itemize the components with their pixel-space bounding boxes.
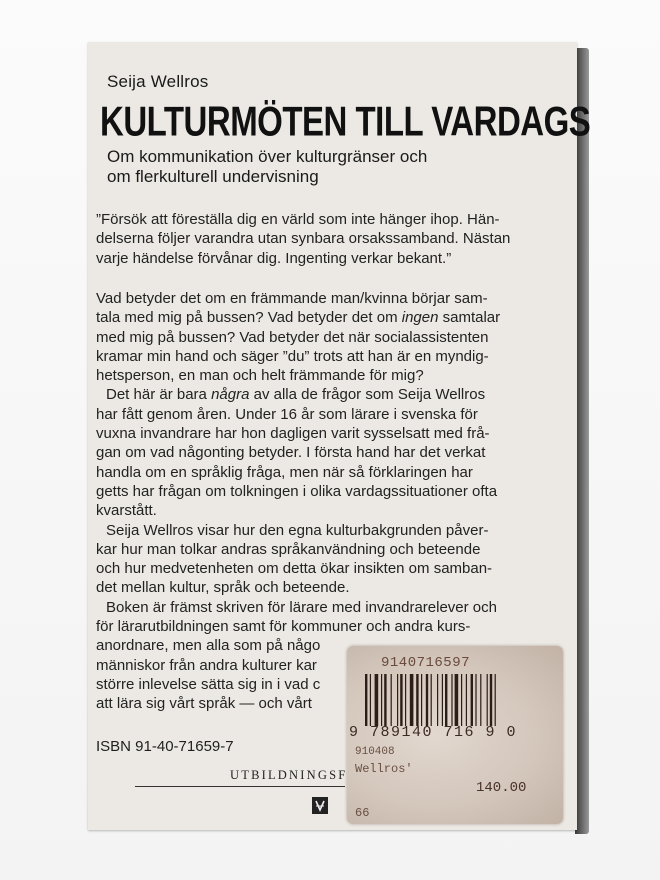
body-line: med mig på bussen? Vad betyder det när socialassistenten <box>96 328 489 346</box>
isbn-number: ISBN 91-40-71659-7 <box>96 738 234 755</box>
body-line: kar hur man tolkar andras språkanvändning och beteende <box>96 540 481 558</box>
publisher-name: UTBILDNINGSF <box>230 768 348 782</box>
body-line: vuxna invandrare har hon dagligen varit sysselsatt med frå- <box>96 425 490 443</box>
body-line: gan om vad någonting betyder. I första hand har det verkat <box>96 444 486 462</box>
body-line: har fått genom åren. Under 16 år som lärare i svenska för <box>96 405 478 423</box>
sticker-price: 140.00 <box>476 780 527 796</box>
body-line: kramar min hand och säger ”du” trots att han är en myndig- <box>96 347 489 365</box>
price-sticker <box>347 646 563 824</box>
book-spine-edge <box>575 48 589 834</box>
emphasis-word: några <box>211 386 250 404</box>
sticker-date: 910408 <box>355 746 395 758</box>
body-line: tala med mig på bussen? Vad betyder det om ingen samtalar <box>96 309 501 327</box>
book-title: KULTURMÖTEN TILL VARDAGS <box>100 98 591 145</box>
body-line: det mellan kultur, språk och beteende. <box>96 579 350 597</box>
barcode-digits: 9 789140 716 9 0 <box>349 724 518 741</box>
body-line: anordnare, men alla som på någo <box>96 637 321 655</box>
body-line: getts har frågan om tolkningen i olika vardagssituationer ofta <box>96 482 498 500</box>
body-line: större inlevelse sätta sig in i vad c <box>96 675 321 693</box>
publisher-rule <box>135 786 345 787</box>
body-line: Seija Wellros visar hur den egna kulturbakgrunden påver- <box>106 521 489 539</box>
body-line: människor från andra kulturer kar <box>96 656 317 674</box>
subtitle-line: Om kommunikation över kulturgränser och <box>107 147 428 166</box>
author-name: Seija Wellros <box>107 72 209 91</box>
body-line: Det här är bara några av alla de frågor som Seija Wellros <box>106 386 486 404</box>
body-line: hetsperson, en man och helt främmande för mig? <box>96 367 424 385</box>
publisher-logo-mark <box>312 797 328 814</box>
quote-line: ”Försök att föreställa dig en värld som inte hänger ihop. Hän- <box>96 211 500 228</box>
sticker-isbn-code: 9140716597 <box>381 655 471 671</box>
subtitle-line: om flerkulturell undervisning <box>107 167 319 186</box>
body-line: handla om en språklig fråga, men när så förklaringen har <box>96 463 473 481</box>
body-line: kvarstått. <box>96 502 157 520</box>
emphasis-word: ingen <box>401 309 439 327</box>
quote-line: varje händelse förvånar dig. Ingenting verkar bekant.” <box>96 249 452 267</box>
body-line: för lärarutbildningen samt för kommuner och andra kurs- <box>96 618 471 636</box>
quote-line: delserna följer varandra utan synbara orsakssamband. Nästan <box>96 230 511 248</box>
book-subtitle <box>107 147 527 187</box>
body-line: att lära sig vårt språk — och vårt <box>96 695 312 713</box>
publisher-logo-icon <box>312 797 328 814</box>
barcode-icon <box>363 674 543 726</box>
blurb-quote <box>96 210 566 268</box>
sticker-author-name: Wellros' <box>355 762 413 776</box>
body-line: och hur medvetenheten om detta ökar insikten om samban- <box>96 560 493 578</box>
body-line: Vad betyder det om en främmande man/kvinna börjar sam- <box>96 290 488 307</box>
sticker-number: 66 <box>355 806 370 820</box>
body-line: Boken är främst skriven för lärare med invandrarelever och <box>106 598 497 616</box>
